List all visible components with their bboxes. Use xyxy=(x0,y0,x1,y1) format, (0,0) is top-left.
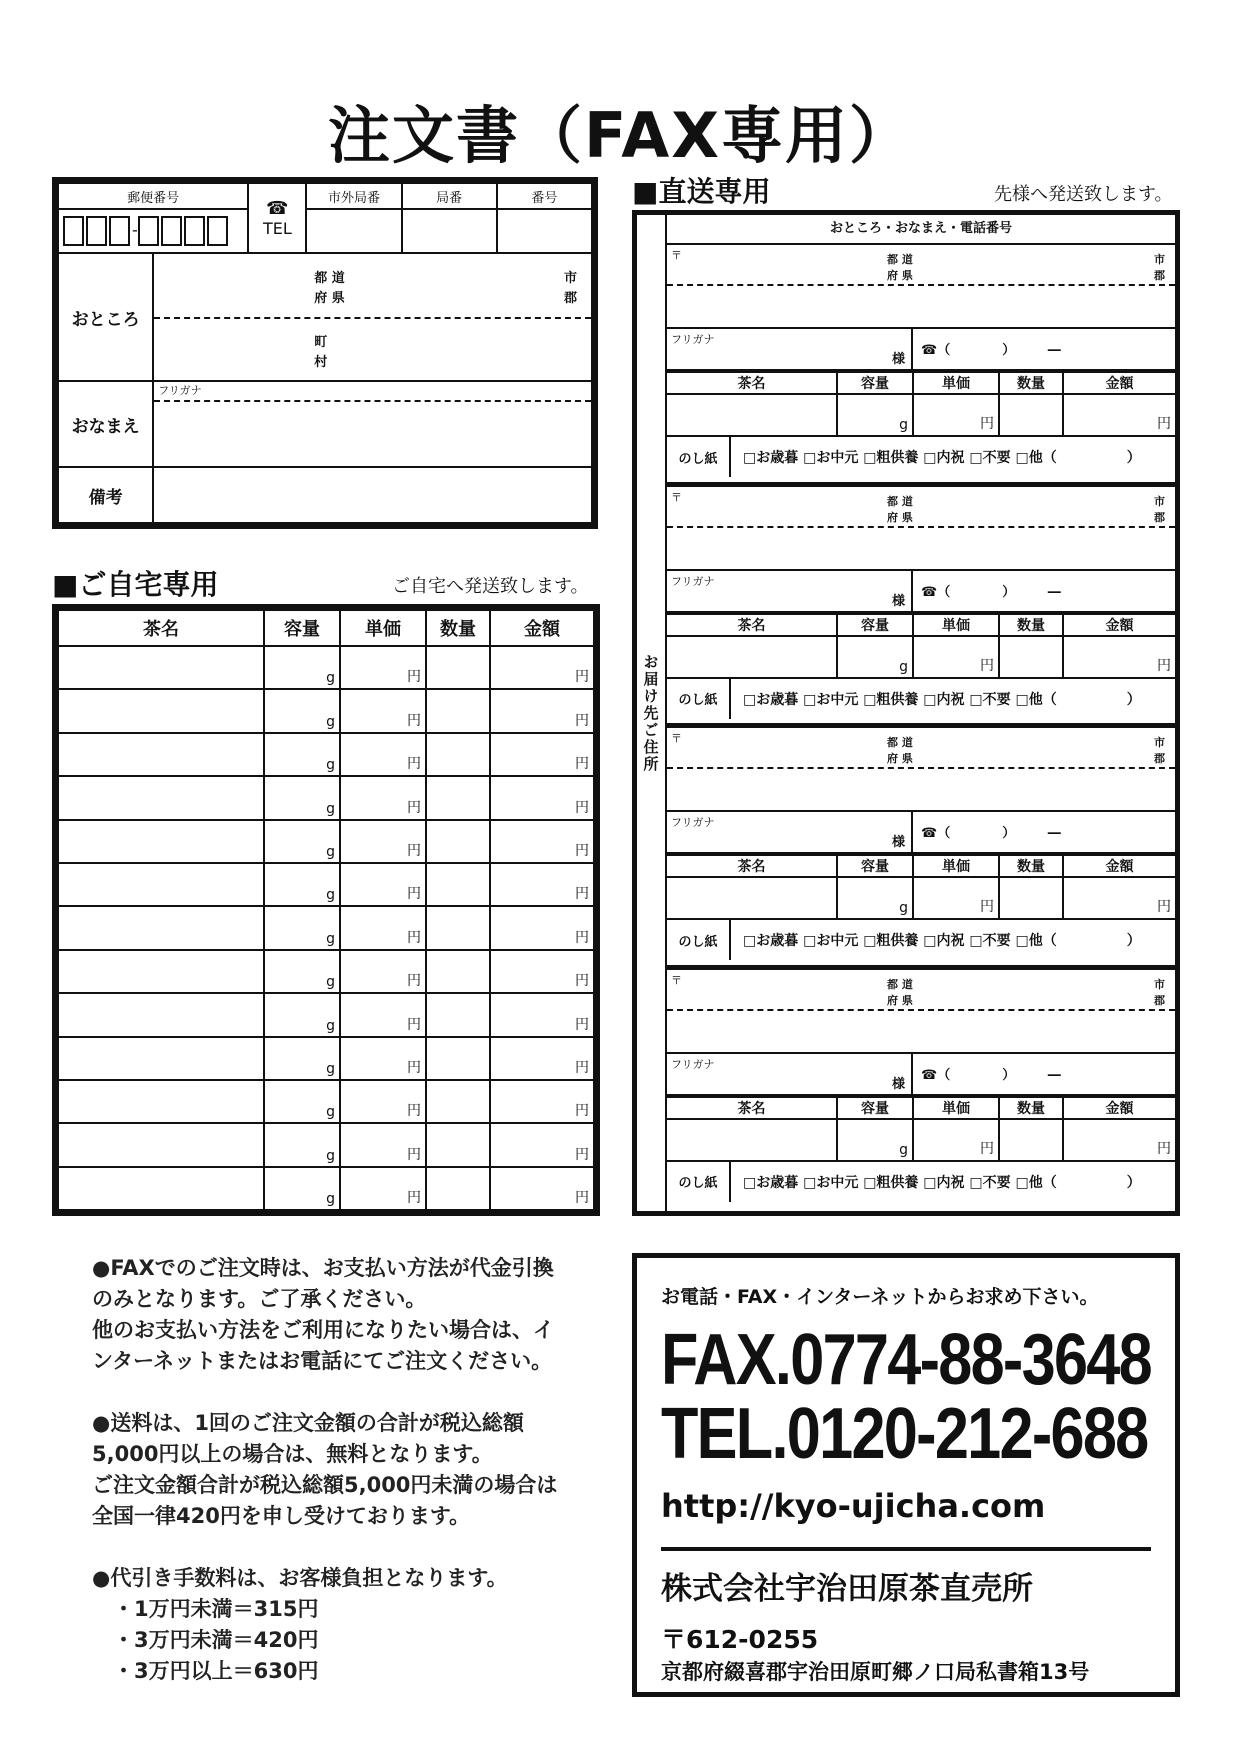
recipient-name-field[interactable] xyxy=(667,1054,913,1094)
col-quantity: 数量 xyxy=(999,1097,1063,1119)
delivery-block xyxy=(667,970,1175,1212)
phone-icon: ☎ xyxy=(266,198,289,219)
col-unit-price: 単価 xyxy=(913,855,999,877)
recipient-phone-field[interactable]: ☎（ ） ― xyxy=(921,1067,1061,1083)
quantity-cell[interactable] xyxy=(426,1080,490,1123)
unit-price-cell[interactable]: 円 xyxy=(340,1037,426,1080)
zip-mark: 〒 xyxy=(671,973,682,987)
tea-name-cell[interactable] xyxy=(58,1037,264,1080)
pref-label-2: 府 県 xyxy=(314,291,345,306)
recipient-name-field[interactable] xyxy=(667,812,913,852)
capacity-cell[interactable]: g xyxy=(837,636,913,678)
capacity-cell[interactable]: g xyxy=(837,877,913,919)
pref-label-2: 府 県 xyxy=(887,993,913,1007)
delivery-address-side-label: お届け先ご住所 xyxy=(641,653,660,773)
company-name: 株式会社宇治田原茶直売所 xyxy=(661,1571,1033,1607)
recipient-phone-field[interactable]: ☎（ ） ― xyxy=(921,826,1061,841)
contact-intro: お電話・FAX・インターネットからお求め下さい。 xyxy=(661,1286,1099,1308)
address-field[interactable] xyxy=(667,286,1175,329)
quantity-cell[interactable] xyxy=(426,776,490,819)
furigana-label: フリガナ xyxy=(671,816,715,829)
city-label-2: 郡 xyxy=(1154,993,1165,1007)
tea-name-cell[interactable] xyxy=(58,820,264,863)
noshi-options[interactable]: □お歳暮 □お中元 □粗供養 □内祝 □不要 □他（ ） xyxy=(743,933,1141,949)
quantity-cell[interactable] xyxy=(999,1119,1063,1161)
unit-price-cell[interactable]: 円 xyxy=(340,906,426,949)
city-label-2: 郡 xyxy=(1154,269,1165,282)
unit-price-cell[interactable]: 円 xyxy=(340,776,426,819)
table-row xyxy=(58,993,594,1036)
amount-cell[interactable]: 円 xyxy=(490,950,594,993)
note-line: ●送料は、1回のご注文金額の合計が税込総額 xyxy=(92,1411,524,1435)
col-capacity: 容量 xyxy=(837,614,913,636)
contact-box xyxy=(632,1253,1180,1697)
tea-name-cell[interactable] xyxy=(667,394,837,436)
page-title: 注文書（FAX専用） xyxy=(327,99,914,172)
delivery-block xyxy=(667,728,1175,970)
recipient-phone-field[interactable]: ☎（ ） ― xyxy=(921,584,1061,600)
capacity-cell[interactable]: g xyxy=(264,1037,340,1080)
col-tea-name: 茶名 xyxy=(667,1097,837,1119)
col-amount: 金額 xyxy=(490,610,594,646)
col-tea-name: 茶名 xyxy=(667,614,837,636)
col-quantity: 数量 xyxy=(999,855,1063,877)
quantity-cell[interactable] xyxy=(426,906,490,949)
capacity-cell[interactable]: g xyxy=(264,906,340,949)
zip-mark: 〒 xyxy=(671,249,682,262)
city-label-2: 郡 xyxy=(1154,752,1165,765)
noshi-options[interactable]: □お歳暮 □お中元 □粗供養 □内祝 □不要 □他（ ） xyxy=(743,450,1141,466)
unit-price-cell[interactable]: 円 xyxy=(913,394,999,436)
quantity-cell[interactable] xyxy=(426,733,490,776)
quantity-cell[interactable] xyxy=(999,877,1063,919)
noshi-label: のし紙 xyxy=(667,1162,731,1202)
recipient-name-field[interactable] xyxy=(667,571,913,611)
capacity-cell[interactable]: g xyxy=(264,993,340,1036)
col-capacity: 容量 xyxy=(837,372,913,394)
pref-label-2: 府 県 xyxy=(887,752,913,765)
pref-label-1: 都 道 xyxy=(887,494,913,508)
address-field[interactable] xyxy=(153,253,592,381)
tea-name-cell[interactable] xyxy=(667,877,837,919)
amount-cell[interactable]: 円 xyxy=(1063,636,1175,678)
amount-cell[interactable]: 円 xyxy=(490,906,594,949)
col-amount: 金額 xyxy=(1063,1097,1175,1119)
area-code-label: 市外局番 xyxy=(306,183,401,209)
tea-name-cell[interactable] xyxy=(58,950,264,993)
city-label-2: 郡 xyxy=(1154,510,1165,524)
home-order-table xyxy=(52,604,600,1216)
amount-cell[interactable]: 円 xyxy=(1063,1119,1175,1161)
capacity-cell[interactable]: g xyxy=(264,863,340,906)
tel-number: TEL.0120-212-688 xyxy=(661,1394,1148,1474)
amount-cell[interactable]: 円 xyxy=(1063,394,1175,436)
note-line: ・3万円未満＝420円 xyxy=(92,1628,319,1652)
quantity-cell[interactable] xyxy=(426,1123,490,1166)
col-quantity: 数量 xyxy=(999,372,1063,394)
address-label: おところ xyxy=(58,253,153,381)
note-line: ・3万円以上＝630円 xyxy=(92,1659,319,1683)
col-capacity: 容量 xyxy=(264,610,340,646)
area-code-field[interactable] xyxy=(306,209,401,253)
capacity-cell[interactable]: g xyxy=(264,1167,340,1210)
noshi-options[interactable]: □お歳暮 □お中元 □粗供養 □内祝 □不要 □他（ ） xyxy=(743,1174,1141,1191)
fax-number: FAX.0774-88-3648 xyxy=(661,1320,1151,1400)
exchange-label: 局番 xyxy=(402,183,497,209)
col-unit-price: 単価 xyxy=(913,1097,999,1119)
furigana-label: フリガナ xyxy=(671,333,715,346)
table-row xyxy=(58,1123,594,1166)
home-subtitle: ご自宅へ発送致します。 xyxy=(392,576,589,597)
amount-cell[interactable]: 円 xyxy=(490,820,594,863)
note-line xyxy=(92,1377,612,1408)
table-row xyxy=(58,646,594,689)
note-line: 他のお支払い方法をご利用になりたい場合は、イ xyxy=(92,1318,554,1342)
home-heading: ■ご自宅専用 xyxy=(52,568,219,601)
unit-price-cell[interactable]: 円 xyxy=(340,820,426,863)
note-line xyxy=(92,1532,612,1563)
table-row xyxy=(58,820,594,863)
note-line: ンターネットまたはお電話にてご注文ください。 xyxy=(92,1349,553,1373)
table-row xyxy=(58,906,594,949)
furigana-label: フリガナ xyxy=(154,382,591,402)
capacity-cell[interactable]: g xyxy=(264,646,340,689)
capacity-cell[interactable]: g xyxy=(264,689,340,732)
unit-price-cell[interactable]: 円 xyxy=(340,1167,426,1210)
capacity-cell[interactable]: g xyxy=(264,1080,340,1123)
note-line: ●FAXでのご注文時は、お支払い方法が代金引換 xyxy=(92,1256,554,1280)
direct-order-box xyxy=(632,210,1180,1216)
capacity-cell[interactable]: g xyxy=(264,820,340,863)
unit-price-cell[interactable]: 円 xyxy=(340,646,426,689)
city-label-1: 市 xyxy=(1154,494,1165,508)
zip-mark: 〒 xyxy=(671,490,682,504)
postal-label: 郵便番号 xyxy=(58,183,248,209)
address-field[interactable] xyxy=(667,769,1175,812)
furigana-label: フリガナ xyxy=(671,1057,715,1071)
col-unit-price: 単価 xyxy=(913,372,999,394)
unit-price-cell[interactable]: 円 xyxy=(913,877,999,919)
col-quantity: 数量 xyxy=(426,610,490,646)
recipient-phone-field[interactable]: ☎（ ） ― xyxy=(921,343,1061,358)
company-address: 京都府綴喜郡宇治田原町郷ノ口局私書箱13号 xyxy=(661,1660,1090,1684)
sama-label: 様 xyxy=(891,835,905,850)
amount-cell[interactable]: 円 xyxy=(490,776,594,819)
tea-name-cell[interactable] xyxy=(58,733,264,776)
capacity-cell[interactable]: g xyxy=(264,776,340,819)
direct-subtitle: 先様へ発送致します。 xyxy=(994,184,1173,205)
capacity-cell[interactable]: g xyxy=(264,950,340,993)
col-capacity: 容量 xyxy=(837,1097,913,1119)
tea-name-cell[interactable] xyxy=(58,689,264,732)
tea-name-cell[interactable] xyxy=(58,646,264,689)
pref-label-1: 都 道 xyxy=(887,736,913,749)
note-line: 全国一律420円を申し受けております。 xyxy=(92,1504,471,1528)
tea-name-cell[interactable] xyxy=(58,776,264,819)
amount-cell[interactable]: 円 xyxy=(490,1123,594,1166)
amount-cell[interactable]: 円 xyxy=(490,689,594,732)
quantity-cell[interactable] xyxy=(426,820,490,863)
note-line: ご注文金額合計が税込総額5,000円未満の場合は xyxy=(92,1473,558,1497)
quantity-cell[interactable] xyxy=(999,636,1063,678)
city-label-1: 市 xyxy=(1154,977,1165,991)
note-line: ●代引き手数料は、お客様負担となります。 xyxy=(92,1566,508,1590)
note-line: のみとなります。ご了承ください。 xyxy=(92,1287,427,1311)
number-field[interactable] xyxy=(497,209,592,253)
unit-price-cell[interactable]: 円 xyxy=(340,689,426,732)
table-row xyxy=(58,950,594,993)
noshi-label: のし紙 xyxy=(667,679,731,719)
note-line: 5,000円以上の場合は、無料となります。 xyxy=(92,1442,493,1466)
quantity-cell[interactable] xyxy=(999,394,1063,436)
table-row xyxy=(58,733,594,776)
capacity-cell[interactable]: g xyxy=(837,394,913,436)
exchange-field[interactable] xyxy=(402,209,497,253)
city-label-1: 市 xyxy=(563,271,577,286)
tel-label-cell xyxy=(248,183,306,253)
noshi-label: のし紙 xyxy=(667,437,731,477)
amount-cell[interactable]: 円 xyxy=(490,1037,594,1080)
tea-name-cell[interactable] xyxy=(667,636,837,678)
col-tea-name: 茶名 xyxy=(667,855,837,877)
quantity-cell[interactable] xyxy=(426,1037,490,1080)
postal-code-field[interactable]: - xyxy=(58,209,248,253)
town-label-1: 町 xyxy=(314,335,328,350)
sama-label: 様 xyxy=(891,593,905,609)
pref-label-1: 都 道 xyxy=(887,253,913,266)
tea-name-cell[interactable] xyxy=(58,1167,264,1210)
tea-name-cell[interactable] xyxy=(58,993,264,1036)
pref-label-2: 府 県 xyxy=(887,510,913,524)
furigana-label: フリガナ xyxy=(671,574,715,588)
quantity-cell[interactable] xyxy=(426,689,490,732)
col-amount: 金額 xyxy=(1063,614,1175,636)
tea-name-cell[interactable] xyxy=(58,863,264,906)
noshi-options[interactable]: □お歳暮 □お中元 □粗供養 □内祝 □不要 □他（ ） xyxy=(743,691,1141,708)
col-amount: 金額 xyxy=(1063,855,1175,877)
amount-cell[interactable]: 円 xyxy=(490,863,594,906)
unit-price-cell[interactable]: 円 xyxy=(340,1080,426,1123)
unit-price-cell[interactable]: 円 xyxy=(340,993,426,1036)
unit-price-cell[interactable]: 円 xyxy=(340,733,426,776)
col-tea-name: 茶名 xyxy=(58,610,264,646)
tea-name-cell[interactable] xyxy=(58,906,264,949)
table-row xyxy=(58,863,594,906)
address-field[interactable] xyxy=(667,1011,1175,1054)
amount-cell[interactable]: 円 xyxy=(490,646,594,689)
noshi-label: のし紙 xyxy=(667,920,731,960)
note-line: ・1万円未満＝315円 xyxy=(92,1597,319,1621)
sama-label: 様 xyxy=(891,1076,905,1092)
city-label-1: 市 xyxy=(1154,253,1165,266)
amount-cell[interactable]: 円 xyxy=(490,993,594,1036)
name-label: おなまえ xyxy=(58,381,153,467)
tel-label: TEL xyxy=(262,219,292,238)
amount-cell[interactable]: 円 xyxy=(490,733,594,776)
col-capacity: 容量 xyxy=(837,855,913,877)
tea-name-cell[interactable] xyxy=(667,1119,837,1161)
address-field[interactable] xyxy=(667,528,1175,571)
town-label-2: 村 xyxy=(314,355,328,370)
number-label: 番号 xyxy=(497,183,592,209)
col-tea-name: 茶名 xyxy=(667,372,837,394)
amount-cell[interactable]: 円 xyxy=(1063,877,1175,919)
website-url[interactable]: http://kyo-ujicha.com xyxy=(661,1487,1046,1525)
capacity-cell[interactable]: g xyxy=(264,1123,340,1166)
pref-label-1: 都 道 xyxy=(887,977,913,991)
delivery-block xyxy=(667,487,1175,729)
col-unit-price: 単価 xyxy=(340,610,426,646)
city-label-1: 市 xyxy=(1154,736,1165,749)
col-quantity: 数量 xyxy=(999,614,1063,636)
direct-column-header: おところ・おなまえ・電話番号 xyxy=(667,215,1175,245)
table-row xyxy=(58,1167,594,1210)
col-amount: 金額 xyxy=(1063,372,1175,394)
customer-info-box xyxy=(52,177,598,529)
quantity-cell[interactable] xyxy=(426,950,490,993)
unit-price-cell[interactable]: 円 xyxy=(340,863,426,906)
remarks-label: 備考 xyxy=(58,467,153,523)
unit-price-cell[interactable]: 円 xyxy=(340,1123,426,1166)
col-unit-price: 単価 xyxy=(913,614,999,636)
delivery-block xyxy=(667,245,1175,487)
table-row xyxy=(58,689,594,732)
remarks-field[interactable] xyxy=(153,467,592,523)
capacity-cell[interactable]: g xyxy=(264,733,340,776)
direct-heading: ■直送専用 xyxy=(632,175,771,208)
table-row xyxy=(58,1037,594,1080)
unit-price-cell[interactable]: 円 xyxy=(913,636,999,678)
unit-price-cell[interactable]: 円 xyxy=(340,950,426,993)
tea-name-cell[interactable] xyxy=(58,1080,264,1123)
sama-label: 様 xyxy=(891,352,905,367)
amount-cell[interactable]: 円 xyxy=(490,1080,594,1123)
company-zip: 〒612-0255 xyxy=(661,1625,819,1654)
recipient-name-field[interactable] xyxy=(667,329,913,369)
quantity-cell[interactable] xyxy=(426,993,490,1036)
capacity-cell[interactable]: g xyxy=(837,1119,913,1161)
notes-block xyxy=(92,1253,612,1687)
amount-cell[interactable]: 円 xyxy=(490,1167,594,1210)
unit-price-cell[interactable]: 円 xyxy=(913,1119,999,1161)
quantity-cell[interactable] xyxy=(426,863,490,906)
table-row xyxy=(58,1080,594,1123)
name-field[interactable] xyxy=(153,381,592,467)
pref-label-2: 府 県 xyxy=(887,269,913,282)
quantity-cell[interactable] xyxy=(426,646,490,689)
table-row xyxy=(58,776,594,819)
pref-label-1: 都 道 xyxy=(314,271,345,286)
tea-name-cell[interactable] xyxy=(58,1123,264,1166)
city-label-2: 郡 xyxy=(563,291,577,306)
quantity-cell[interactable] xyxy=(426,1167,490,1210)
zip-mark: 〒 xyxy=(671,732,682,745)
